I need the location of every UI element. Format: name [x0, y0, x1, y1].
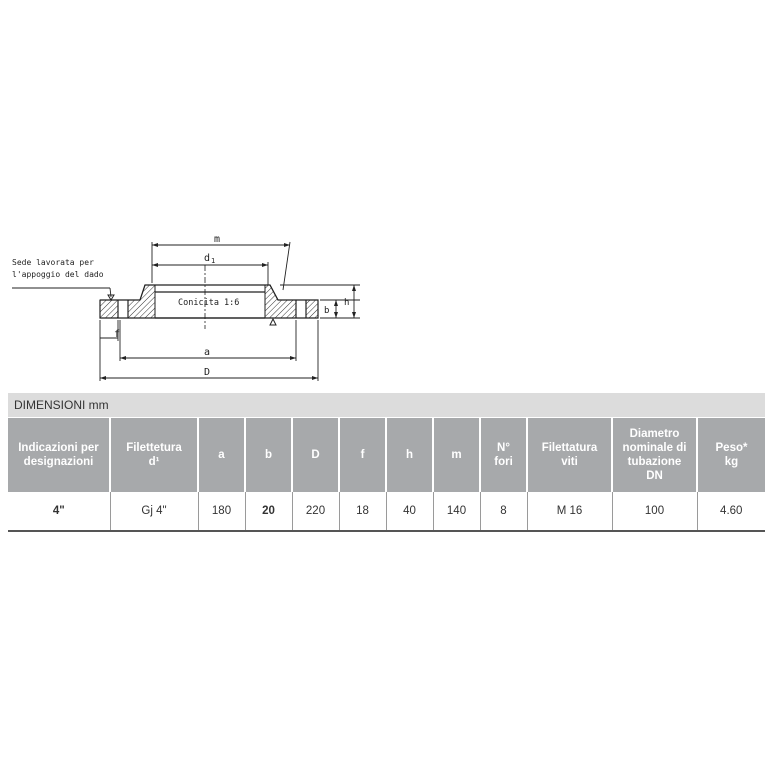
- column-header-text: Indicazioni per: [18, 442, 99, 454]
- table-cell: 180: [198, 492, 245, 531]
- column-header: [386, 418, 433, 492]
- column-header: [110, 418, 198, 492]
- table-cell: 100: [612, 492, 697, 531]
- table-cell: 18: [339, 492, 386, 531]
- column-header: [339, 418, 386, 492]
- column-header: [433, 418, 480, 492]
- table-cell: 4.60: [697, 492, 765, 531]
- flange-drawing-svg: [0, 225, 768, 390]
- column-header-text: tubazione: [627, 456, 682, 468]
- column-header-text: a: [218, 449, 225, 461]
- column-header-text: d¹: [148, 456, 160, 468]
- column-header-text: DN: [646, 470, 663, 482]
- label-h: h: [344, 298, 350, 308]
- table-cell: 20: [245, 492, 292, 531]
- dimensions-table: [8, 418, 765, 532]
- table-cell: 220: [292, 492, 339, 531]
- column-header: [292, 418, 339, 492]
- table-cell: Gj 4": [110, 492, 198, 531]
- column-header-text: b: [264, 449, 273, 461]
- label-d1: d: [204, 253, 211, 264]
- column-header-text: nominale di: [622, 442, 687, 454]
- column-header-text: fori: [494, 456, 513, 468]
- column-header: [198, 418, 245, 492]
- column-header: [480, 418, 527, 492]
- column-header-text: f: [360, 449, 365, 461]
- label-m: m: [214, 234, 221, 245]
- table-cell: 40: [386, 492, 433, 531]
- column-header: [697, 418, 765, 492]
- section-title: DIMENSIONI mm: [8, 393, 765, 417]
- column-header-text: Filettatura: [541, 442, 598, 454]
- drawing-taper-label: Conicita 1:6: [178, 298, 240, 308]
- label-f: f: [114, 329, 121, 340]
- table-cell: 4": [8, 492, 110, 531]
- label-d1-sub: 1: [211, 257, 216, 265]
- drawing-note-line-2: l'appoggio del dado: [12, 270, 104, 279]
- column-header: [527, 418, 612, 492]
- table-body: [8, 492, 765, 531]
- column-header-text: Peso*: [715, 442, 748, 454]
- column-header-text: kg: [724, 456, 739, 468]
- column-header-text: m: [451, 449, 462, 461]
- column-header-text: viti: [561, 456, 578, 468]
- table-cell: 140: [433, 492, 480, 531]
- table-row: [8, 492, 765, 531]
- column-header-text: N°: [497, 442, 510, 454]
- column-header-text: designazioni: [23, 456, 94, 468]
- column-header-text: D: [311, 449, 320, 461]
- table-cell: 8: [480, 492, 527, 531]
- flange-technical-drawing: [0, 225, 768, 390]
- column-header-text: Filettetura: [126, 442, 182, 454]
- label-a: a: [204, 347, 211, 358]
- column-header-text: Diametro: [629, 428, 680, 440]
- label-b: b: [324, 306, 330, 316]
- column-header: [612, 418, 697, 492]
- table-header-row: [8, 418, 765, 492]
- drawing-note-line-1: Sede lavorata per: [12, 258, 94, 267]
- table-cell: M 16: [527, 492, 612, 531]
- column-header-text: h: [405, 449, 414, 461]
- label-D: D: [204, 367, 211, 378]
- column-header: [245, 418, 292, 492]
- column-header: [8, 418, 110, 492]
